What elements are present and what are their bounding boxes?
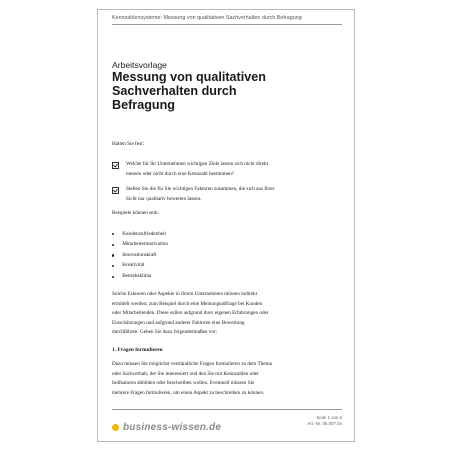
bullet-icon [112,233,114,235]
footer-info [307,415,342,427]
paragraph: Solche Faktoren oder Aspekte in Ihrem Unternehmen müssen indirekt ermittelt werden; zum Beispiel durch eine Meinungsabfrage bei Kunden oder Mitarbeitenden. Diese sollen aufgrund ihrer eigenen Erfahrungen oder Einschätzungen und aufgrund anderer Faktoren eine Bewertung durchführen. Gehen Sie dazu folgendermaßen vor: [112,291,269,335]
section-heading: 1. Fragen formulieren [112,347,163,353]
list-item: Kundenzufriedenheit [112,229,168,240]
document-title [112,70,342,112]
list-item: Kreativität [112,261,168,272]
bullet-icon [112,254,114,256]
checklist-line: Stellen Sie die für Sie wichtigen Faktoren zusammen, die sich aus Ihrer [126,186,275,192]
examples-intro: Beispiele können sein: [112,210,159,216]
logo-text: business-wissen.de [123,422,222,433]
list-item: Innovationskraft [112,250,168,261]
checkbox-icon [112,162,119,169]
logo-dot-icon [112,424,119,431]
footer-divider [112,409,342,410]
bullet-icon [112,265,114,267]
checklist-line: Welche für Ihr Unternehmen wichtigen Ziele lassen sich nicht direkt [126,161,269,167]
checklist-item [112,185,327,204]
title-line: Befragung [112,98,175,112]
article-number: Art.-Nr. 06.007.04 [307,421,342,426]
document-page [97,9,355,442]
checklist-line: messen oder nicht durch eine Kennzahl bestimmen? [126,170,235,177]
page-header: Kennzahlensysteme: Messung von qualitativen Sachverhalten durch Befragung [112,15,342,25]
title-line: Messung von qualitativen [112,70,266,84]
checkbox-icon [112,187,119,194]
paragraph: Dazu müssen Sie möglichst verständliche Fragen formulieren zu dem Thema oder Sachverhalt, der Sie interessiert und den Sie mit Kennzahlen oder Indikatoren abbilden oder beschreiben wollen. Eventuell müssen Sie mehrere Fragen formulieren, um einen Aspekt zu beschreiben zu können. [112,361,272,396]
page-number: Seite 1 von 5 [316,415,342,420]
document-subtitle: Arbeitsvorlage [112,60,167,70]
bullet-icon [112,244,114,246]
list-item: Betriebsklima [112,271,168,282]
brand-logo [112,422,221,433]
list-item: Mitarbeitermotivation [112,240,168,251]
checklist-line: Sicht nur qualitativ bewerten lassen. [126,195,202,202]
checklist-item [112,160,327,179]
intro-text: Halten Sie fest: [112,141,144,147]
bullet-icon [112,276,114,278]
examples-list [112,229,168,282]
title-line: Sachverhalten durch [112,84,237,98]
